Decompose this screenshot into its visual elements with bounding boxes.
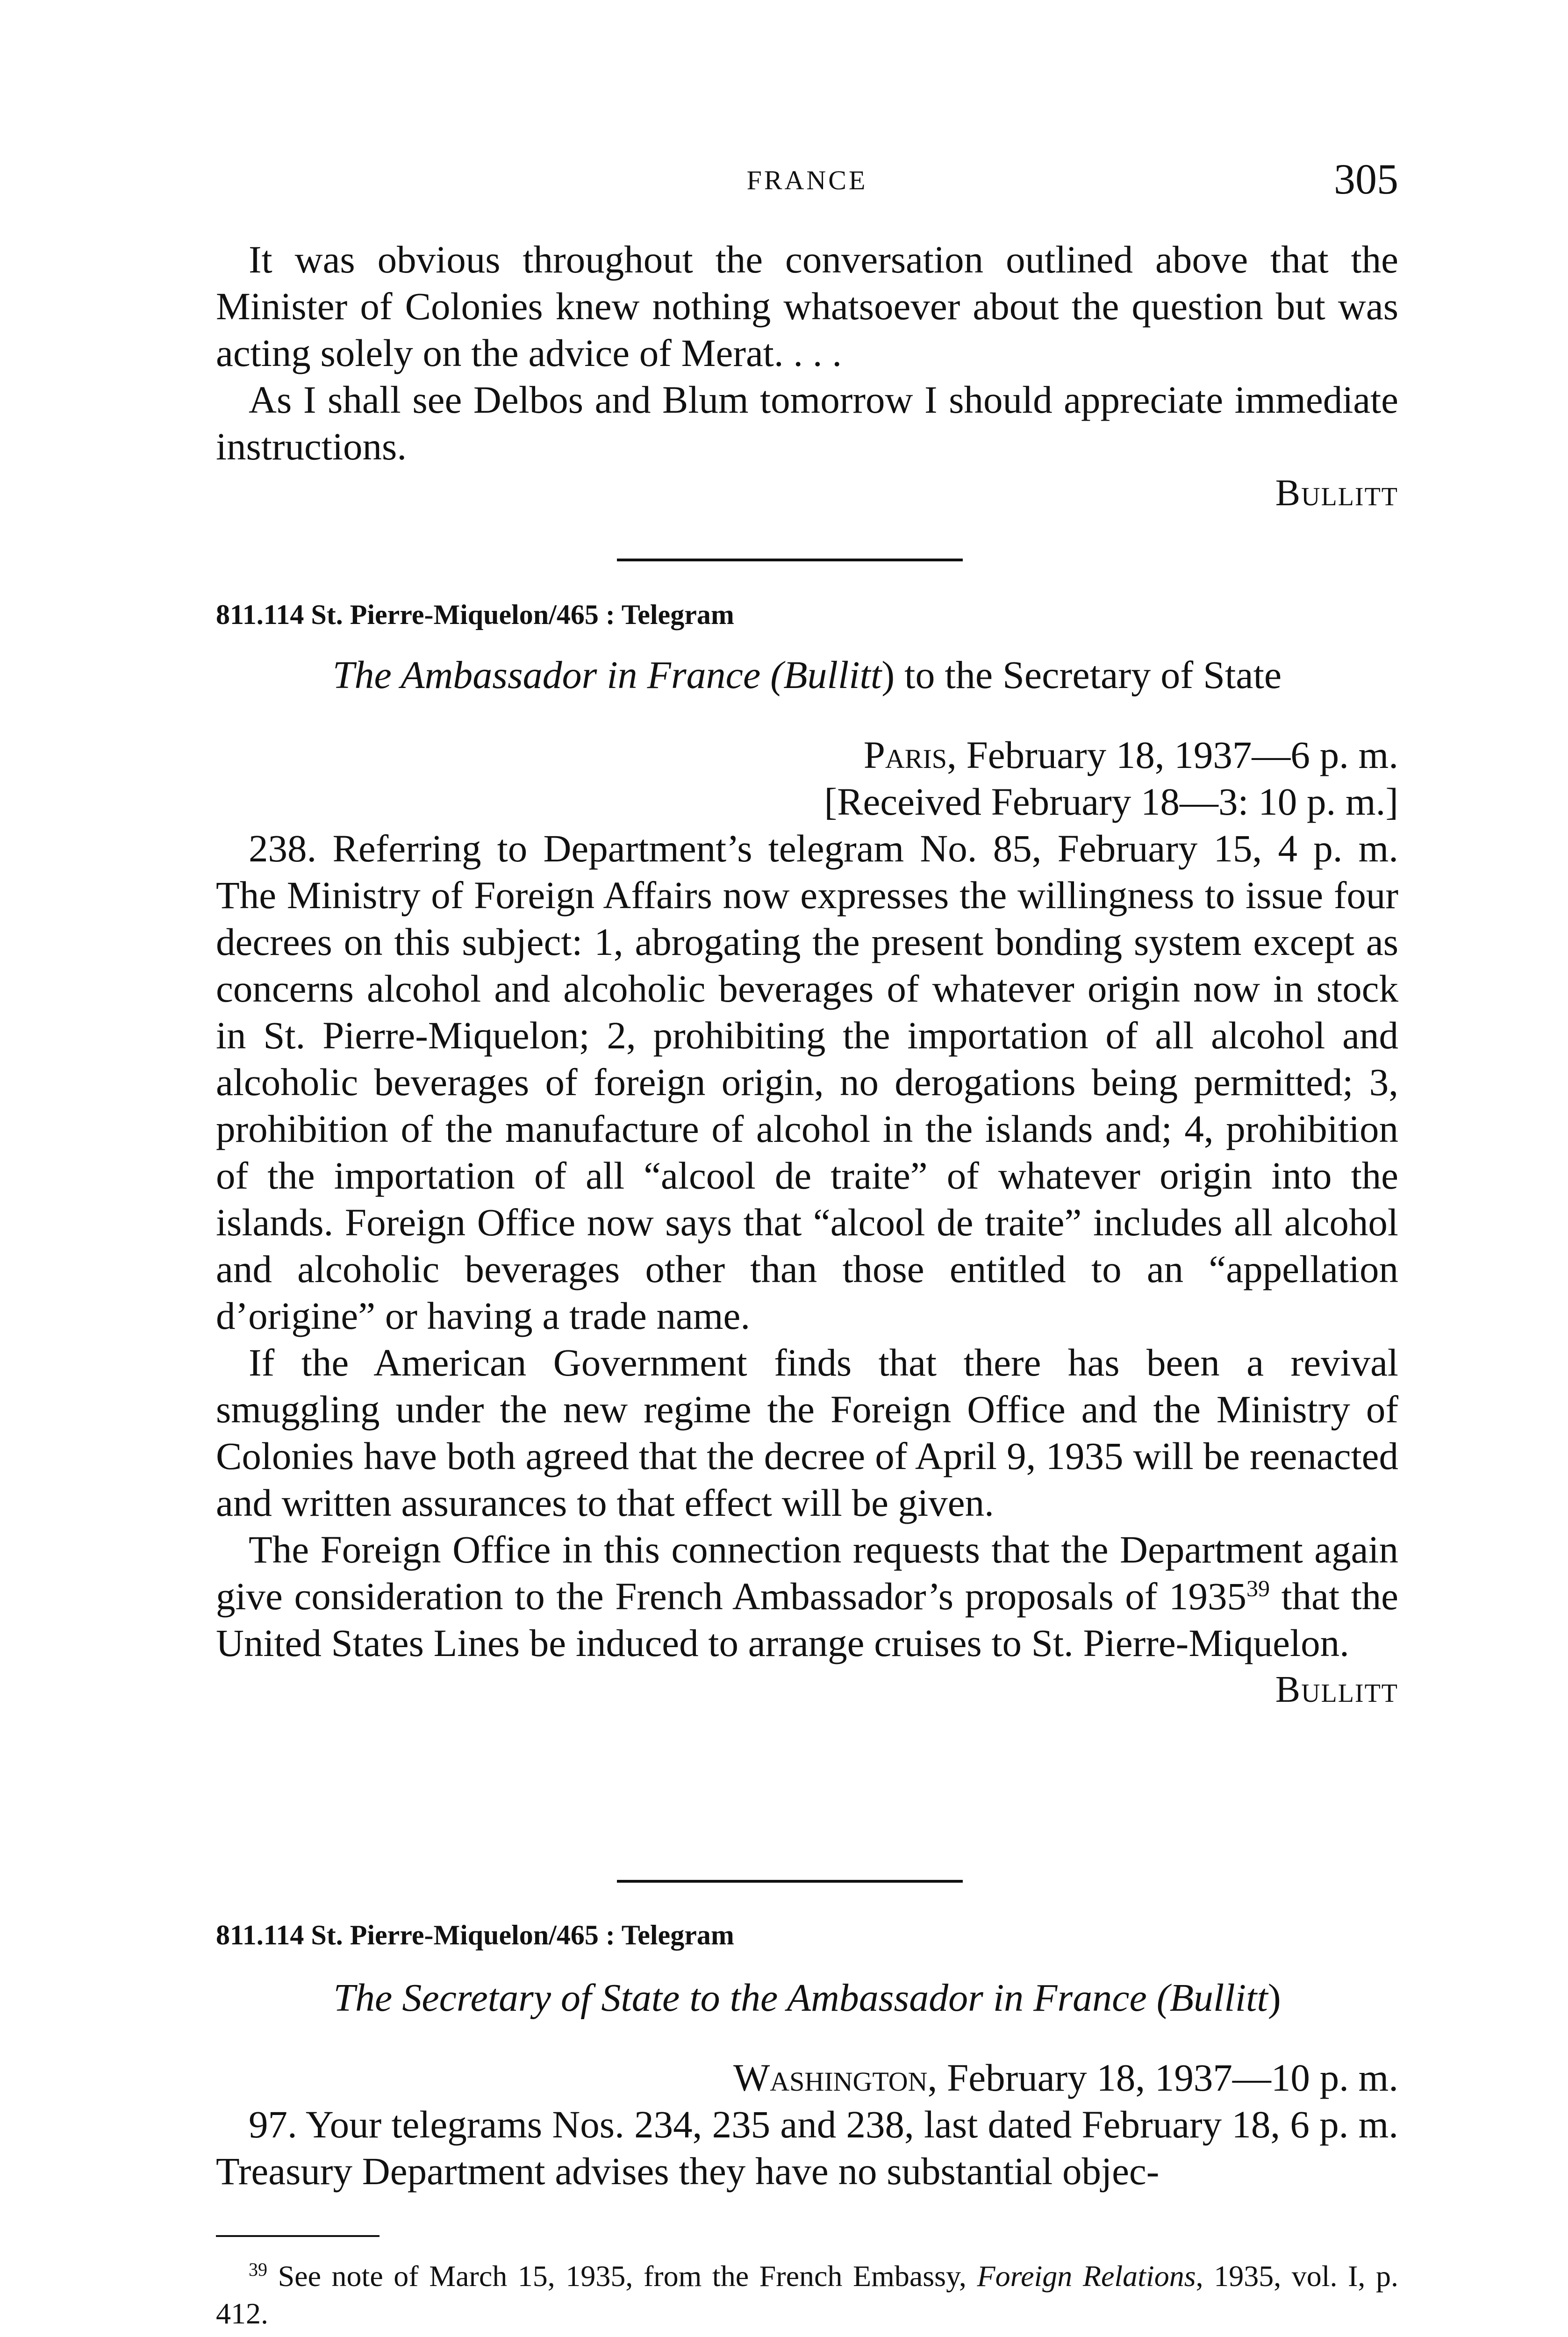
footnotes	[216, 2258, 1398, 2332]
dateline-place: Paris	[863, 733, 947, 776]
running-head: FRANCE	[746, 165, 868, 195]
section-divider	[617, 1880, 963, 1883]
dateline	[216, 731, 1398, 778]
paragraph-text: The Foreign Office in this connection requests that the Department again give consideration to the French Ambassador’s proposals of 1935	[216, 1528, 1398, 1618]
dateline-date: , February 18, 1937—10 p. m.	[927, 2056, 1398, 2099]
file-reference: 811.114 St. Pierre-Miquelon/465 : Telegram	[216, 599, 734, 630]
title-suffix: ) to the Secretary of State	[881, 653, 1282, 697]
telegram-paris	[216, 596, 1398, 1713]
received-line: [Received February 18—3: 10 p. m.]	[824, 780, 1398, 823]
dateline-date: , February 18, 1937—6 p. m.	[947, 733, 1398, 776]
title-name: Bullitt	[1169, 1976, 1268, 2020]
signature: Bullitt	[1275, 473, 1398, 514]
paragraph-text: that the United States Lines be induced to arrange cruises to St. Pierre-Miquelon.	[216, 1575, 1398, 1664]
footnote	[216, 2258, 1398, 2332]
title-name: Bullitt	[783, 653, 882, 697]
paragraph: 97. Your telegrams Nos. 234, 235 and 238, last dated February 18, 6 p. m. Treasury Department advises they have no substantial objec-	[216, 2103, 1398, 2193]
dateline	[216, 2054, 1398, 2101]
paragraph: As I shall see Delbos and Blum tomorrow I should appreciate immediate instructions.	[216, 378, 1398, 468]
paragraph: If the American Government finds that there has been a revival smuggling under the new regime the Foreign Office and the Ministry of Colonies have both agreed that the decree of April 9, 1935 will be reenacted and written assurances to that effect will be given.	[216, 1341, 1398, 1524]
signature: Bullitt	[1275, 1669, 1398, 1710]
telegram-washington	[216, 1916, 1398, 2194]
dateline-place: Washington	[733, 2056, 928, 2099]
footnote-italic: Foreign Relations	[977, 2259, 1196, 2293]
footnote-divider	[216, 2235, 379, 2237]
title-prefix: The Secretary of State to the Ambassador in France (	[333, 1976, 1170, 2020]
footnote-reference: 39	[1246, 1575, 1270, 1601]
paragraph: It was obvious throughout the conversation outlined above that the Minister of Colonies knew nothing whatsoever about the question but was acting solely on the advice of Merat. . . .	[216, 238, 1398, 374]
footnote-text: See note of March 15, 1935, from the French Embassy,	[267, 2259, 977, 2293]
file-reference: 811.114 St. Pierre-Miquelon/465 : Telegram	[216, 1920, 734, 1950]
footnote-marker: 39	[249, 2259, 267, 2280]
section-divider	[617, 559, 963, 561]
document-title	[216, 652, 1398, 699]
document-title	[216, 1975, 1398, 2022]
paragraph: 238. Referring to Department’s telegram No. 85, February 15, 4 p. m. The Ministry of Foreign Affairs now expresses the willingness to issue four decrees on this subject: 1, abrogating the present bonding system except as concerns alcohol and alcoholic beverages of whatever origin now in stock in St. Pierre-Miquelon; 2, prohibiting the importation of all alcohol and alcoholic beverages of foreign origin, no derogations being permitted; 3, prohibition of the manufacture of alcohol in the islands and; 4, prohibition of the importation of all “alcool de traite” of whatever origin into the islands. Foreign Office now says that “alcool de traite” includes all alcohol and alcoholic beverages other than those entitled to an “appellation d’origine” or having a trade name.	[216, 827, 1398, 1337]
footnote-text: , 1935, vol. I, p. 412.	[216, 2259, 1399, 2330]
paragraph	[216, 1526, 1398, 1666]
title-prefix: The Ambassador in France (	[332, 653, 784, 697]
title-suffix: )	[1267, 1976, 1281, 2020]
page-number: 305	[1334, 155, 1398, 203]
previous-telegram-ending	[216, 236, 1398, 516]
page-header	[216, 154, 1398, 206]
